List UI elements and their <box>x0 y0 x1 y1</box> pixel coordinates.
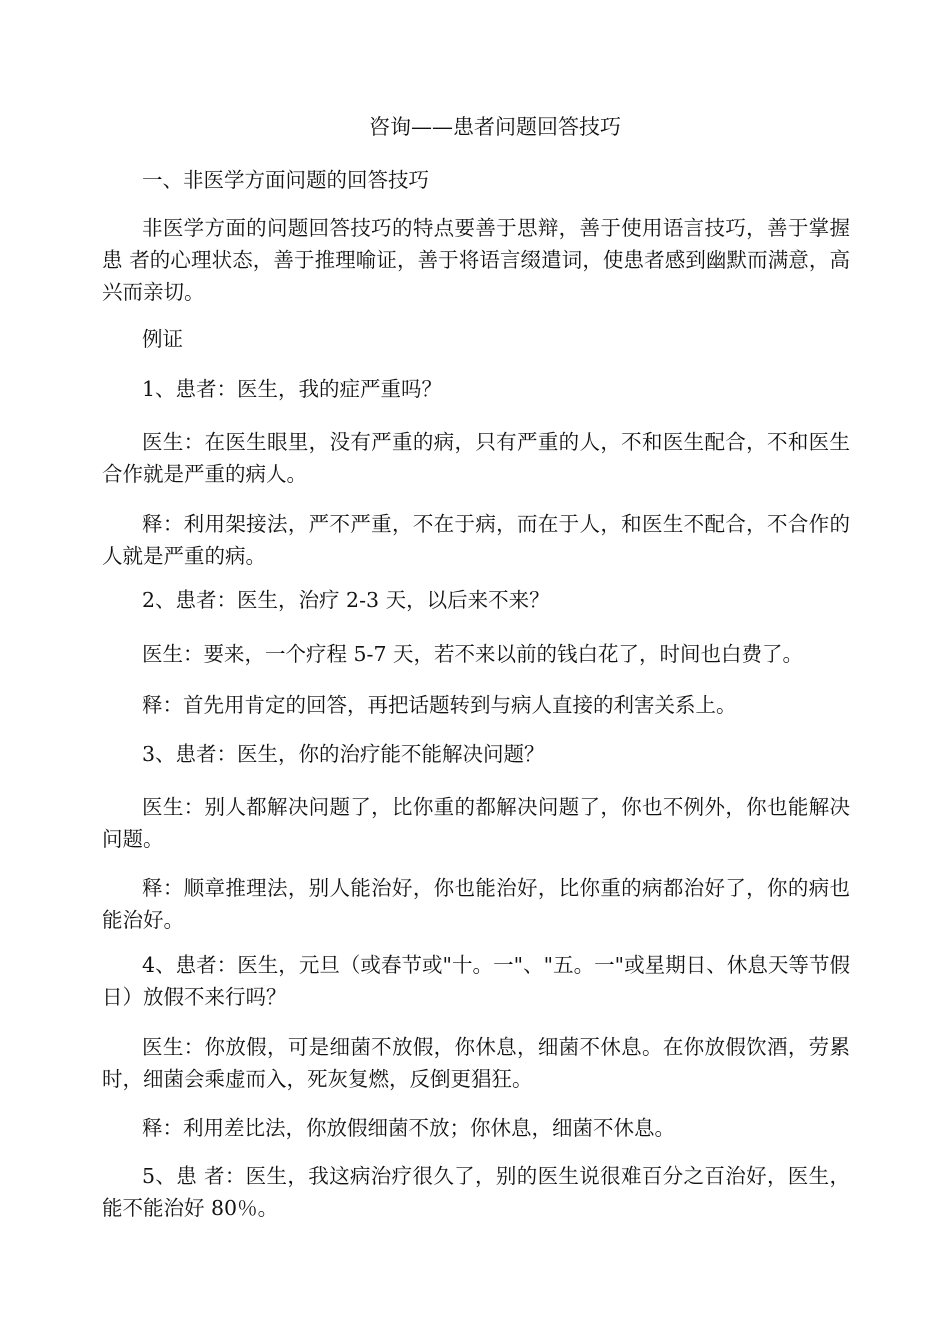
paragraph: 4、患者：医生，元旦（或春节或"十。一"、"五。一"或星期日、休息天等节假日）放假不来行吗？ <box>102 953 850 1009</box>
paragraph: 医生：在医生眼里，没有严重的病，只有严重的人，不和医生配合，不和医生合作就是严重的病人。 <box>102 430 850 486</box>
paragraph: 释：利用差比法，你放假细菌不放；你休息，细菌不休息。 <box>142 1116 675 1140</box>
document-title: 咨询——患者问题回答技巧 <box>369 115 621 139</box>
paragraph: 5、患 者：医生，我这病治疗很久了，别的医生说很难百分之百治好，医生，能不能治好 80％。 <box>102 1164 850 1220</box>
paragraph: 2、患者：医生，治疗 2-3 天，以后来不来？ <box>142 588 550 612</box>
paragraph: 释：首先用肯定的回答，再把话题转到与病人直接的利害关系上。 <box>142 693 737 717</box>
paragraph: 医生：别人都解决问题了，比你重的都解决问题了，你也不例外，你也能解决问题。 <box>102 795 850 851</box>
paragraph: 3、患者：医生，你的治疗能不能解决问题？ <box>142 742 545 766</box>
paragraph: 医生：要来，一个疗程 5-7 天，若不来以前的钱白花了，时间也白费了。 <box>142 642 804 666</box>
paragraph: 医生：你放假，可是细菌不放假，你休息，细菌不休息。在你放假饮酒，劳累时，细菌会乘虚而入，死灰复燃，反倒更猖狂。 <box>102 1035 850 1091</box>
paragraph: 非医学方面的问题回答技巧的特点要善于思辩，善于使用语言技巧，善于掌握患 者的心理状态，善于推理喻证，善于将语言缀遣词，使患者感到幽默而满意，高兴而亲切。 <box>102 216 850 304</box>
section-heading: 一、非医学方面问题的回答技巧 <box>142 168 429 192</box>
paragraph: 1、患者：医生，我的症严重吗？ <box>142 377 443 401</box>
paragraph: 释：利用架接法，严不严重，不在于病，而在于人，和医生不配合，不合作的人就是严重的病。 <box>102 512 850 568</box>
paragraph: 例证 <box>142 327 183 351</box>
paragraph: 释：顺章推理法，别人能治好，你也能治好，比你重的病都治好了，你的病也能治好。 <box>102 876 850 932</box>
